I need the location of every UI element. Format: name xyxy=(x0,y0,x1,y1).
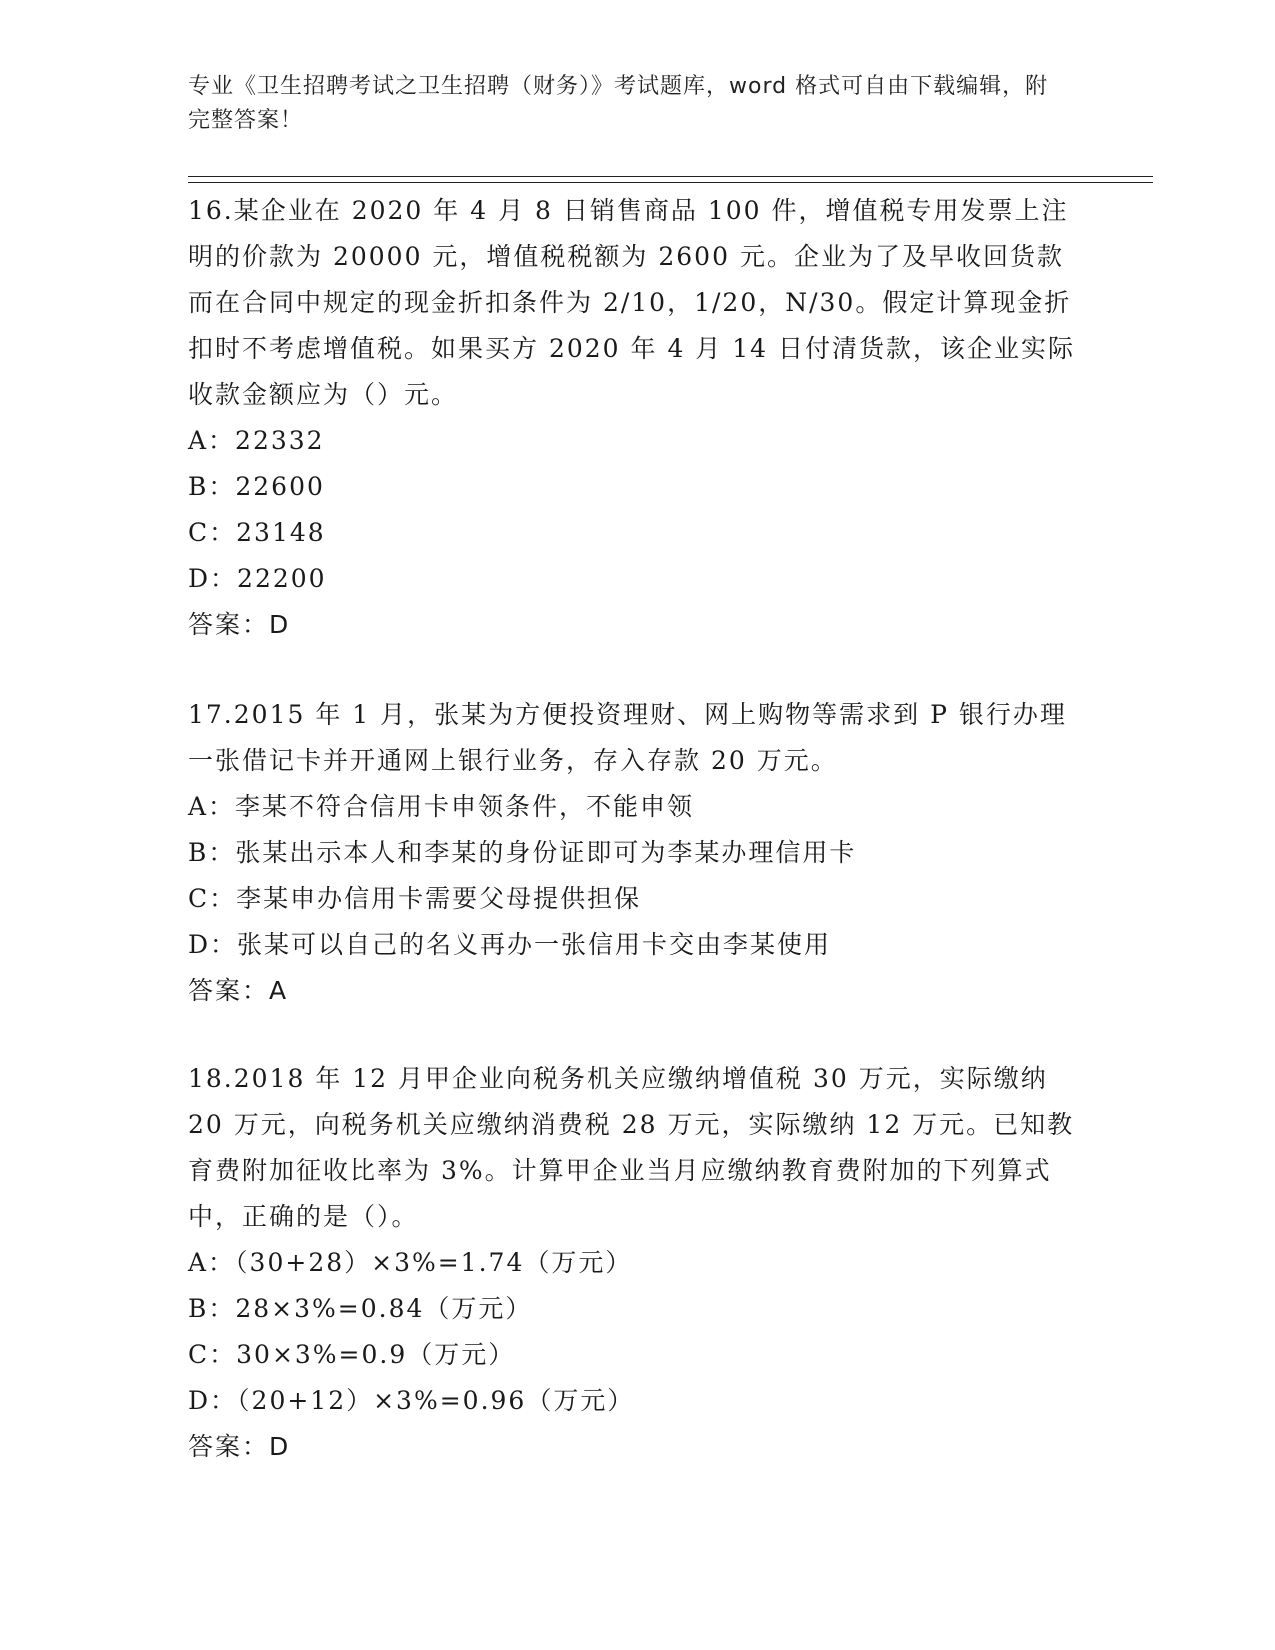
option-a: A：22332 xyxy=(188,426,325,455)
option-a: A：李某不符合信用卡申领条件，不能申领 xyxy=(188,792,695,821)
option-d: D：（20+12）×3%=0.96（万元） xyxy=(188,1386,635,1415)
option-b: B：28×3%=0.84（万元） xyxy=(188,1294,533,1323)
answer: 答案：D xyxy=(188,610,291,639)
answer: 答案：A xyxy=(188,976,289,1005)
option-d: D：22200 xyxy=(188,564,327,593)
question-18 xyxy=(188,1056,1088,1470)
document-header: 专业《卫生招聘考试之卫生招聘（财务）》考试题库，word 格式可自由下载编辑，附完整答案！ xyxy=(188,74,1049,133)
option-b: B：22600 xyxy=(188,472,325,501)
question-16 xyxy=(188,188,1088,648)
option-d: D：张某可以自己的名义再办一张信用卡交由李某使用 xyxy=(188,930,832,959)
question-stem: 16.某企业在 2020 年 4 月 8 日销售商品 100 件，增值税专用发票上注明的价款为 20000 元，增值税税额为 2600 元。企业为了及早收回货款而在合同中规定的现金折扣条件为 2/10，1/20，N/30。假定计算现金折扣时不考虑增值税。如果买方 2020 年 4 月 14 日付清货款，该企业实际收款金额应为（）元。 xyxy=(188,196,1076,409)
option-b: B：张某出示本人和李某的身份证即可为李某办理信用卡 xyxy=(188,838,857,867)
option-c: C：李某申办信用卡需要父母提供担保 xyxy=(188,884,642,913)
question-17 xyxy=(188,692,1088,1014)
option-a: A：（30+28）×3%=1.74（万元） xyxy=(188,1248,633,1277)
header-divider xyxy=(188,182,1153,183)
question-stem: 18.2018 年 12 月甲企业向税务机关应缴纳增值税 30 万元，实际缴纳 20 万元，向税务机关应缴纳消费税 28 万元，实际缴纳 12 万元。已知教育费附加征收比率为 3%。计算甲企业当月应缴纳教育费附加的下列算式中，正确的是（）。 xyxy=(188,1064,1075,1231)
option-c: C：30×3%=0.9（万元） xyxy=(188,1340,516,1369)
question-stem: 17.2015 年 1 月，张某为方便投资理财、网上购物等需求到 P 银行办理一张借记卡并开通网上银行业务，存入存款 20 万元。 xyxy=(188,700,1067,775)
option-c: C：23148 xyxy=(188,518,326,547)
answer: 答案：D xyxy=(188,1432,291,1461)
header-divider xyxy=(188,176,1153,177)
